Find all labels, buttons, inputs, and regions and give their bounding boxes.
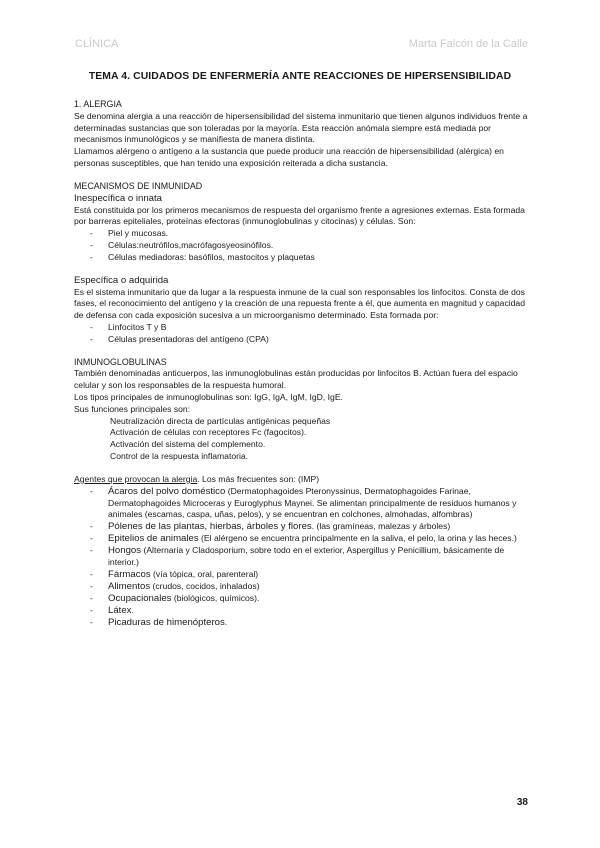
page-body xyxy=(74,99,534,629)
agentes-heading: Agentes que provocan la alergia xyxy=(74,473,198,484)
agent-detail: (vía tópica, oral, parenteral) xyxy=(150,568,259,579)
subheading-inespecifica: Inespecífica o innata xyxy=(74,192,163,204)
agent-detail: (Alternaria y Cladosporium, sobre todo en el exterior, Aspergillus y Penicillium, básicamente de interior.) xyxy=(108,545,505,568)
list-item xyxy=(74,617,534,629)
agent-detail: . (las gramíneas, malezas y árboles) xyxy=(311,521,451,532)
list-item xyxy=(74,486,534,522)
header-subject: CLÍNICA xyxy=(75,38,119,50)
list-item xyxy=(74,545,534,569)
list-especifica xyxy=(74,322,534,346)
header-author: Marta Falcón de la Calle xyxy=(408,38,528,50)
list-item xyxy=(74,569,534,581)
agent-detail: . xyxy=(224,616,228,627)
section-heading-alergia: 1. ALERGIA xyxy=(74,99,122,109)
paragraph-inmunoglobulinas-types: Los tipos principales de inmunoglobulinas son: IgG, IgA, IgM, IgD, IgE. xyxy=(74,391,343,402)
list-item: - Piel y mucosas. xyxy=(74,228,534,240)
function-item: Activación de células con receptores Fc (fagocitos). xyxy=(110,427,307,438)
list-item xyxy=(74,581,534,593)
list-item xyxy=(74,593,534,605)
list-item: - Linfocitos T y B xyxy=(74,322,534,334)
agent-lead: Pólenes de las plantas, hierbas, árboles y flores xyxy=(108,521,312,533)
page-title: TEMA 4. CUIDADOS DE ENFERMERÍA ANTE REACCIONES DE HIPERSENSIBILIDAD xyxy=(88,71,512,82)
list-inespecifica xyxy=(74,228,534,263)
section-heading-inmunoglobulinas: INMUNOGLOBULINAS xyxy=(74,356,167,367)
agent-detail: . xyxy=(131,604,134,615)
agentes-intro-text: . Los más frecuentes son: (IMP) xyxy=(197,473,320,484)
paragraph-especifica: Es el sistema inmunitario que da lugar a la respuesta inmune de la cual son responsables los linfocitos. Consta de dos fases, el reconocimiento del antígeno y la creación de una repuesta frente a él, que aumenta en magnitud y capacidad de defensa con cada exposición sucesiva a un microorganismo determinado. Esta formada por: xyxy=(74,286,525,321)
paragraph-alergeno-definition: Llamamos alérgeno o antígeno a la sustancia que puede producir una reacción de hipersensibilidad (alérgica) en personas susceptibles, que han tenido una exposición reiterada a dicha sustancia. xyxy=(74,146,504,168)
function-item: Control de la respuesta inflamatoria. xyxy=(110,450,249,461)
subheading-especifica: Específica o adquirida xyxy=(74,274,169,286)
page-number: 38 xyxy=(516,797,528,808)
agent-detail: (biológicos, químicos). xyxy=(171,592,260,603)
list-item: - Células presentadoras del antígeno (CPA) xyxy=(74,334,534,346)
agent-lead: Epitelios de animales xyxy=(108,533,199,545)
agent-lead: Fármacos xyxy=(108,568,151,580)
agent-detail: (crudos, cocidos, inhalados) xyxy=(150,580,260,591)
agent-lead: Látex xyxy=(108,604,132,616)
list-item: - Células:neutrófilos,macrófagosyeosinófilos. xyxy=(74,240,534,252)
function-item: Neutralización directa de partículas antigénicas pequeñas xyxy=(110,415,331,426)
list-item xyxy=(74,605,534,617)
function-item: Activación del sistema del complemento. xyxy=(110,439,266,450)
agent-lead: Hongos xyxy=(108,545,142,557)
agent-lead: Ácaros del polvo doméstico xyxy=(108,485,226,497)
agent-detail: (El alérgeno se encuentra principalmente en la saliva, el pelo, la orina y las heces.) xyxy=(198,533,517,544)
section-heading-mecanismos: MECANISMOS DE INMUNIDAD xyxy=(74,180,203,191)
paragraph-inespecifica: Está constituida por los primeros mecanismos de respuesta del organismo frente a agresiones externas. Esta formada por barreras epiteliales, proteínas efectoras (inmunoglobulinas y citocinas) y células. Son: xyxy=(74,204,525,227)
list-item xyxy=(74,521,534,533)
paragraph-inmunoglobulinas-functions-intro: Sus funciones principales son: xyxy=(74,403,191,414)
list-item: - Células mediadoras: basófilos, mastocitos y plaquetas xyxy=(74,252,534,264)
agent-detail: (Dermatophagoides Pteronyssinus, Dermatophagoides Farinae, Dermatophagoides Microceras y Euroglyphus Maynei. Se alimentan principalmente de residuos humanos y animales (escamas, caspa, uñas, pelos), y se encuentran en colchones, almohadas, alfombras) xyxy=(108,485,517,520)
list-agentes xyxy=(74,486,534,629)
paragraph-inmunoglobulinas-def: También denominadas anticuerpos, las inmunoglobulinas están producidas por linfocitos B. Actúan fuera del espacio celular y son los responsables de la respuesta humoral. xyxy=(74,368,518,391)
agent-lead: Ocupacionales xyxy=(108,592,172,604)
agentes-intro xyxy=(74,474,534,486)
agent-lead: Alimentos xyxy=(108,580,151,592)
agent-lead: Picaduras de himenópteros xyxy=(108,616,225,628)
list-item xyxy=(74,533,534,545)
paragraph-alergia-definition: Se denomina alergia a una reacción de hipersensibilidad del sistema inmunitario que tienen algunos individuos frente a determinadas sustancias que son toleradas por la mayoría. Esta reacción anómala siempre está mediada por mecanismos inmunológicos y se manifiesta de manera distinta. xyxy=(74,110,528,145)
